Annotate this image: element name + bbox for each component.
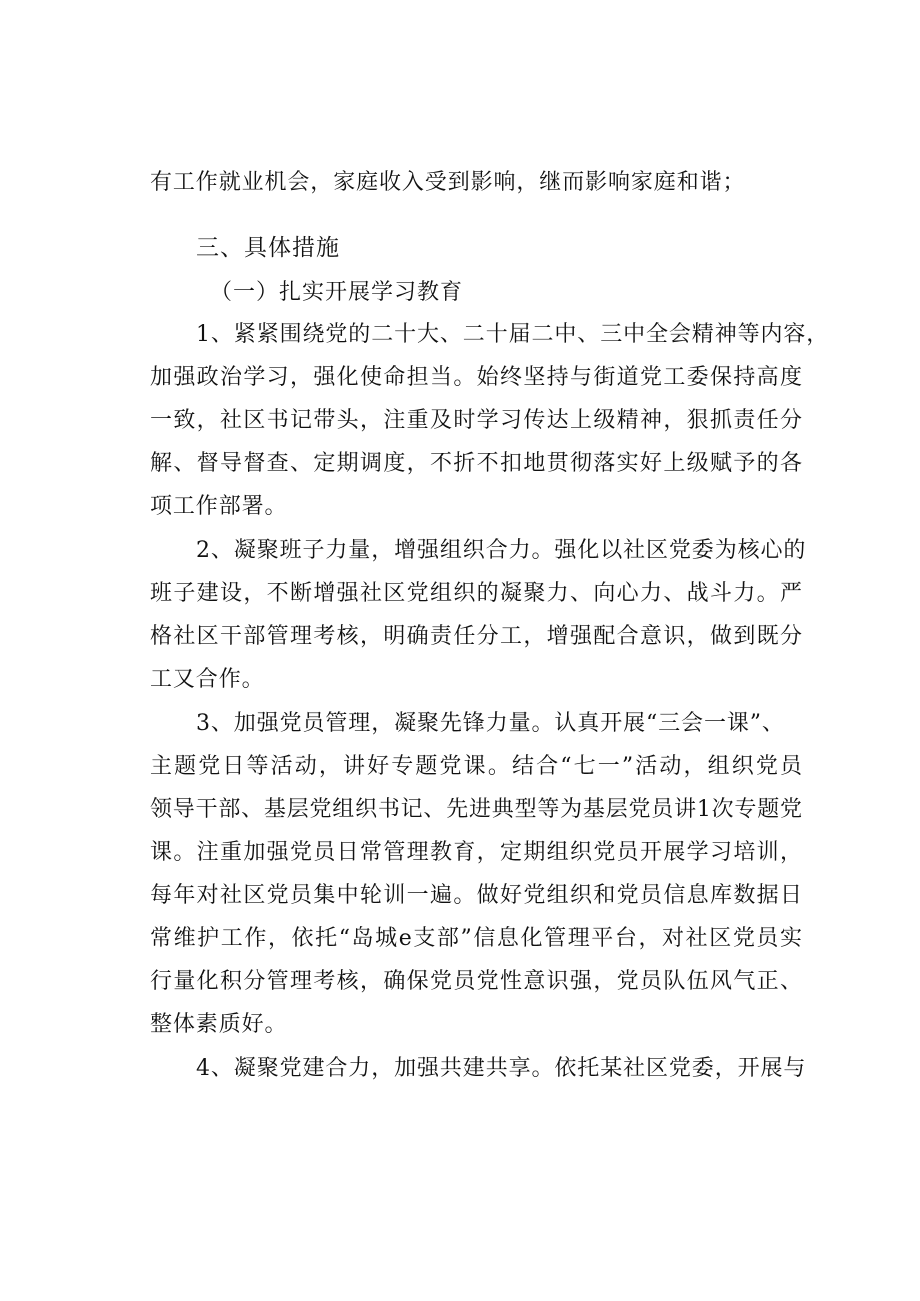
paragraph-line: 有工作就业机会，家庭收入受到影响，继而影响家庭和谐；: [150, 170, 746, 195]
paragraph-line: 课。注重加强党员日常管理教育，定期组织党员开展学习培训，: [150, 840, 802, 865]
paragraph-line: 工又合作。: [150, 667, 265, 692]
paragraph-line: 每年对社区党员集中轮训一遍。做好党组织和党员信息库数据日: [150, 883, 802, 908]
paragraph-line: 整体素质好。: [150, 1012, 288, 1037]
paragraph-line: 2、凝聚班子力量，增强组织合力。强化以社区党委为核心的: [196, 538, 807, 563]
subsection-heading: （一）扎实开展学习教育: [210, 280, 464, 305]
paragraph-line: 领导干部、基层党组织书记、先进典型等为基层党员讲1次专题党: [150, 797, 802, 822]
paragraph-line: 加强政治学习，强化使命担当。始终坚持与街道党工委保持高度: [150, 365, 802, 390]
paragraph-line: 主题党日等活动，讲好专题党课。结合“七一”活动，组织党员: [150, 754, 802, 779]
paragraph-line: 格社区干部管理考核，明确责任分工，增强配合意识，做到既分: [150, 624, 802, 649]
paragraph-line: 4、凝聚党建合力，加强共建共享。依托某社区党委，开展与: [196, 1056, 807, 1081]
paragraph-line: 1、紧紧围绕党的二十大、二十届二中、三中全会精神等内容，: [196, 322, 830, 347]
paragraph-line: 常维护工作，依托“岛城e支部”信息化管理平台，对社区党员实: [150, 926, 802, 951]
paragraph-line: 一致，社区书记带头，注重及时学习传达上级精神，狠抓责任分: [150, 408, 802, 433]
paragraph-line: 行量化积分管理考核，确保党员党性意识强，党员队伍风气正、: [150, 969, 802, 994]
paragraph-line: 解、督导督查、定期调度，不折不扣地贯彻落实好上级赋予的各: [150, 451, 802, 476]
section-heading: 三、具体措施: [196, 235, 340, 261]
paragraph-line: 3、加强党员管理，凝聚先锋力量。认真开展“三会一课”、: [196, 711, 785, 736]
paragraph-line: 项工作部署。: [150, 494, 288, 519]
paragraph-line: 班子建设，不断增强社区党组织的凝聚力、向心力、战斗力。严: [150, 581, 802, 606]
